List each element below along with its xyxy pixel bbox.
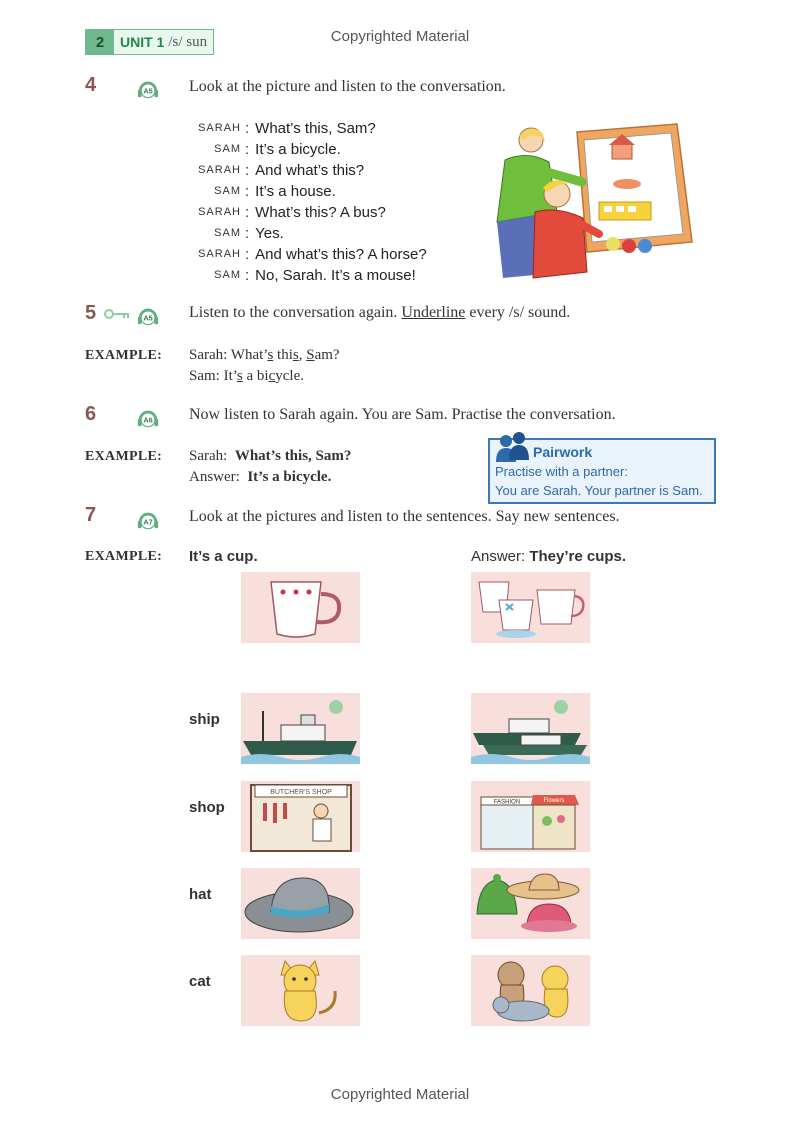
unit-label: UNIT 1 bbox=[120, 34, 165, 50]
example-label: EXAMPLE: bbox=[85, 348, 163, 363]
utterance: And what’s this? A horse? bbox=[255, 246, 427, 263]
exercise-4-instruction: Look at the picture and listen to the conversation. bbox=[189, 78, 506, 95]
example-label: EXAMPLE: bbox=[85, 549, 163, 564]
speaker-name: SAM bbox=[214, 185, 241, 197]
speaker-name: SARAH bbox=[198, 206, 241, 218]
example-answer bbox=[471, 548, 626, 565]
dialogue-line: SAM : It’s a bicycle. bbox=[189, 139, 427, 160]
utterance: It’s a house. bbox=[255, 183, 336, 200]
speaker-name: SARAH bbox=[198, 122, 241, 134]
word-hat: hat bbox=[189, 886, 212, 903]
audio-label: A6 bbox=[143, 415, 153, 425]
dialogue-line: SAM : It’s a house. bbox=[189, 181, 427, 202]
word-ship: ship bbox=[189, 711, 220, 728]
example-line-1: Sarah: What’s this, Sam? bbox=[189, 448, 352, 464]
example-line-1: Sarah: What’s this, Sam? bbox=[189, 347, 340, 363]
ship-picture bbox=[241, 693, 360, 764]
audio-label: A5 bbox=[143, 313, 153, 323]
butcher-sign: BUTCHER'S SHOP bbox=[270, 789, 332, 796]
pairwork-box bbox=[488, 438, 716, 504]
exercise-5-instruction bbox=[189, 304, 570, 322]
speaker-name: SAM bbox=[214, 269, 241, 281]
cats-picture bbox=[471, 955, 590, 1026]
hats-picture bbox=[471, 868, 590, 939]
cup-picture bbox=[241, 572, 360, 643]
exercise-6-instruction: Now listen to Sarah again. You are Sam. Practise the conversation. bbox=[189, 406, 616, 423]
audio-track-a7-icon[interactable] bbox=[137, 509, 159, 536]
speaker-name: SARAH bbox=[198, 164, 241, 176]
exercise-7-instruction: Look at the pictures and listen to the sentences. Say new sentences. bbox=[189, 508, 620, 525]
utterance: And what’s this? bbox=[255, 162, 365, 179]
exercise-6-example bbox=[189, 446, 351, 488]
copyright-top: Copyrighted Material bbox=[330, 28, 470, 45]
exercise-5-example bbox=[189, 345, 340, 387]
example-line-2: Answer: It’s a bicycle. bbox=[189, 469, 332, 485]
utterance: It’s a bicycle. bbox=[255, 141, 341, 158]
key-icon bbox=[104, 307, 130, 326]
hat-picture bbox=[241, 868, 360, 939]
dialogue-line: SARAH : And what’s this? bbox=[189, 160, 427, 181]
utterance: What’s this, Sam? bbox=[255, 120, 376, 137]
audio-track-a5-icon[interactable] bbox=[137, 78, 159, 105]
dialogue-line: SAM : No, Sarah. It’s a mouse! bbox=[189, 265, 427, 286]
dialogue-line: SAM : Yes. bbox=[189, 223, 427, 244]
copyright-bottom: Copyrighted Material bbox=[330, 1086, 470, 1103]
audio-label: A7 bbox=[143, 517, 153, 527]
audio-label: A5 bbox=[143, 86, 153, 96]
dialogue-line: SARAH : What’s this, Sam? bbox=[189, 118, 427, 139]
flowers-sign: Flowers bbox=[543, 798, 565, 804]
example-label: EXAMPLE: bbox=[85, 449, 163, 464]
speaker-name: SAM bbox=[214, 143, 241, 155]
speaker-name: SAM bbox=[214, 227, 241, 239]
page-number: 2 bbox=[86, 30, 114, 54]
audio-track-a5-icon[interactable] bbox=[137, 305, 159, 332]
pairwork-people-icon bbox=[494, 432, 532, 462]
exercise-5-number: 5 bbox=[85, 302, 97, 324]
ships-picture bbox=[471, 693, 590, 764]
cups-picture bbox=[471, 572, 590, 643]
answer-plural: They’re cups. bbox=[529, 548, 627, 565]
cat-picture bbox=[241, 955, 360, 1026]
example-singular: It’s a cup. bbox=[189, 548, 258, 565]
word-shop: shop bbox=[189, 799, 225, 816]
audio-track-a6-icon[interactable] bbox=[137, 407, 159, 434]
exercise-7-number: 7 bbox=[85, 504, 97, 526]
answer-label: Answer: bbox=[471, 548, 526, 565]
pairwork-text: Practise with a partner: You are Sarah. Your partner is Sam. bbox=[495, 464, 703, 498]
instruction-part: Listen to the conversation again. bbox=[189, 304, 402, 321]
dialogue-line: SARAH : What’s this? A bus? bbox=[189, 202, 427, 223]
word-cat: cat bbox=[189, 973, 211, 990]
underline-word: Underline bbox=[401, 304, 466, 321]
shop-picture bbox=[241, 781, 360, 852]
dialogue bbox=[189, 118, 427, 286]
unit-sound: /s/ sun bbox=[168, 33, 208, 50]
speaker-name: SARAH bbox=[198, 248, 241, 260]
exercise-6-number: 6 bbox=[85, 403, 97, 425]
easel-illustration bbox=[487, 122, 697, 282]
pairwork-title: Pairwork bbox=[533, 444, 593, 460]
utterance: Yes. bbox=[255, 225, 284, 242]
utterance: What’s this? A bus? bbox=[255, 204, 386, 221]
dialogue-line: SARAH : And what’s this? A horse? bbox=[189, 244, 427, 265]
utterance: No, Sarah. It’s a mouse! bbox=[255, 267, 416, 284]
instruction-part: every /s/ sound. bbox=[465, 304, 571, 321]
example-line-2: Sam: It’s a bicycle. bbox=[189, 368, 304, 384]
shops-picture bbox=[471, 781, 590, 852]
fashion-sign: FASHION bbox=[493, 799, 521, 806]
exercise-4-number: 4 bbox=[85, 74, 97, 96]
